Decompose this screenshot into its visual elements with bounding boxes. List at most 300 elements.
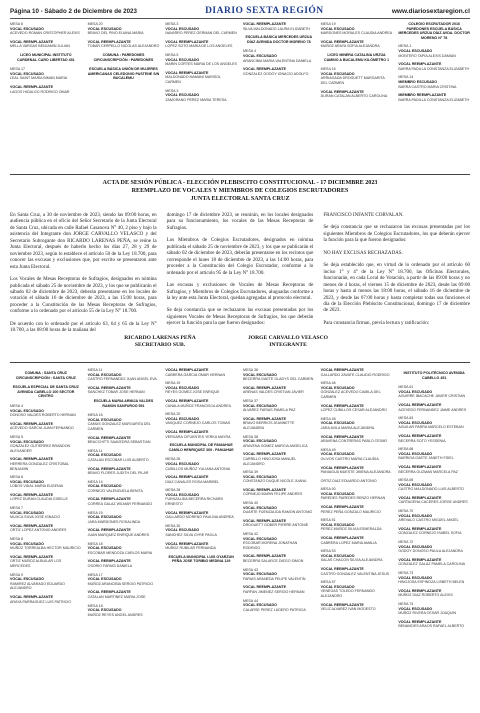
person-name: BARRA CASTRO MARIA CRISTINA — [398, 84, 457, 89]
person-name: SALAS CHACON SILVIA ALEJANDRA — [320, 558, 383, 563]
person-name: MELLA VARGAS BENJAMIN JULIAN — [10, 44, 70, 49]
role-label: VOCAL ESCUSADO — [10, 26, 44, 31]
list-item — [321, 549, 393, 563]
person-name: CABRERA LOPEZ MARIA AMALIA — [320, 540, 377, 545]
mesa-number: MESA 11 — [87, 368, 103, 372]
body-column-2 — [167, 212, 314, 340]
mesa-number: MESA 5 — [10, 434, 23, 439]
role-label: VOCAL ESCUSADO — [398, 606, 433, 611]
list-item — [321, 448, 393, 462]
role-label: MIEMBRO ESCUSADO — [398, 79, 438, 84]
mesa-number: MESA 63 — [398, 416, 414, 421]
mesa-number: MESA 20 — [87, 22, 103, 26]
role-label: VOCAL REEMPLAZANTE — [320, 465, 364, 470]
mesa-number: MESA 4 — [10, 403, 23, 408]
person-name: GALLARDO ZAVATE CLAUDIO RODRIGO — [320, 372, 390, 377]
newspaper-name: DIARIO SEXTA REGIÓN — [205, 6, 324, 16]
signature-block — [228, 335, 348, 349]
role-label: VOCAL ESCUSADO — [165, 528, 200, 533]
list-item — [88, 528, 160, 537]
person-name: AREVALO CASTRO MIGUEL ANGEL — [398, 518, 459, 523]
person-name: ARAVENA GOMEZ MARCIA ANGELICA — [242, 443, 308, 448]
person-name: PANIAGUA MUESTE JIMENA ALEJANDRA — [320, 470, 391, 475]
person-name: SANCHEZ SILVA GYRE PAOLA — [165, 533, 217, 538]
list-item — [165, 399, 237, 408]
mesa-number: MESA 28 — [165, 488, 181, 493]
person-name: OLIVOS CASTRO MARIA CLAUDIA — [320, 456, 379, 461]
list-item — [398, 62, 470, 71]
mesa-number: MESA 51 — [320, 518, 336, 523]
list-item — [243, 49, 315, 63]
role-label: VOCAL ESCUSADO — [242, 403, 277, 408]
mesa-number: MESA 74 — [398, 601, 414, 606]
person-name: MUÑOZ ARAYA SOFIA ALEJANDRA — [320, 44, 380, 49]
role-label: VOCAL ESCUSADO — [398, 544, 433, 549]
person-name: FUENZALIDA BECERRA RICHARD ERNESTO — [165, 497, 224, 507]
top-listing-grid — [10, 22, 470, 106]
role-label: VOCAL ESCUSADO — [320, 522, 355, 527]
role-label: VOCAL ESCUSADO — [165, 385, 200, 390]
person-name: ESCOBAR MENDOZA CARLOS MARIA — [87, 550, 153, 555]
person-name: REYES GOMEZ JOSE ENRIQUE — [165, 390, 220, 395]
role-label: VOCAL ESCUSADO — [242, 505, 277, 510]
acta-body — [10, 212, 470, 334]
role-label: VOCAL REEMPLAZANTE — [165, 398, 209, 403]
list-item — [10, 537, 82, 551]
person-name: PEREZ PEÑA GONZALO MAURICIO — [320, 509, 381, 514]
person-name: CASTRO FERNANDEZ JUAN ANGEL EVA — [87, 377, 157, 382]
list-item — [321, 536, 393, 545]
role-label: VOCAL ESCUSADO — [320, 26, 355, 31]
list-item — [88, 22, 160, 36]
person-name: JARA MARDONES ROSALINDA — [87, 519, 141, 524]
person-name: MARDONES MORALES CLAUDIA ANDREA — [320, 31, 393, 36]
list-item — [243, 488, 315, 497]
list-item — [398, 558, 470, 567]
list-item — [165, 475, 237, 484]
body-column-3 — [323, 212, 470, 340]
list-item — [88, 436, 160, 445]
mesa-number: MESA 43 — [242, 567, 258, 572]
signature-role: SECRETARIO SUB. — [134, 342, 186, 348]
role-label: VOCAL ESCUSADO — [10, 577, 44, 582]
person-name: CONSTANZO DUQUE NICOLE JUANA — [242, 479, 307, 484]
role-label: VOCAL REEMPLAZANTE — [165, 429, 209, 434]
person-name: GONZALEZ ACEVEDO CAMILA DEL CARMEN — [320, 390, 381, 399]
person-name: VELIZ ALVAREZ IVAN MODESTO — [320, 607, 376, 612]
mesa-number: MESA 3 — [165, 22, 179, 26]
list-item — [165, 22, 237, 36]
newspaper-url[interactable]: www.diariosextaregion.cl — [391, 7, 470, 15]
list-item — [398, 589, 470, 598]
role-label: VOCAL REEMPLAZANTE — [320, 368, 364, 372]
person-name: VENEGAS TOLEDO FERNANDO ALEJANDRO — [320, 589, 375, 598]
list-item — [165, 412, 237, 426]
list-item — [88, 511, 160, 525]
list-item — [165, 430, 237, 439]
list-item — [10, 435, 82, 453]
bottom-column-6 — [398, 368, 470, 633]
mesa-number: MESA 36 — [242, 368, 258, 372]
person-name: JUAN MARQUEZ ENRIQUE ANDRES — [87, 533, 150, 538]
person-name: ORTIZ MUÑOZ ALBUILAR LOS MERCEDES — [10, 559, 62, 568]
list-item — [243, 417, 315, 431]
role-label: VOCAL REEMPLAZANTE — [242, 518, 287, 523]
person-name: CATALAN ESCOBAR LUIS ALBERTO — [87, 457, 149, 462]
role-label: VOCAL ESCUSADO — [242, 572, 277, 577]
list-item — [398, 385, 470, 399]
list-item — [165, 53, 237, 67]
list-item — [321, 40, 393, 49]
person-name: BARRA PADILLA CONSTANZA ELIZABETH — [398, 66, 470, 71]
role-label: VOCAL ESCUSADO — [165, 461, 200, 466]
school-heading: INSTITUTO POLITÉCNICO AVENIDA CABELLO 451 — [403, 371, 465, 380]
mesa-number: MESA 14 — [398, 75, 414, 80]
list-item — [321, 505, 393, 514]
mesa-number: MESA 6 — [10, 475, 23, 480]
list-item — [88, 40, 160, 49]
paragraph: domingo 17 de diciembre 2023, se reunirán, en los locales designados para su funcionamiento, los vocales de las Mesas Receptoras de Sufragios. — [166, 212, 314, 231]
person-name: CARRILLO HINOJOSA MANUEL ALEJANDRO — [242, 456, 296, 466]
role-label: VOCAL ESCUSADO — [87, 484, 122, 489]
person-name: BRACCHITTI SAAVEDRA SEBASTIAN — [87, 440, 151, 445]
role-label: VOCAL ESCUSADO — [87, 515, 122, 520]
list-item — [10, 595, 82, 604]
list-item — [88, 573, 160, 587]
person-name: ESCOBAR MORENA JONATHAN RODRIGO — [242, 541, 298, 550]
role-label: VOCAL REEMPLAZANTE — [242, 487, 287, 492]
role-label: VOCAL REEMPLAZANTE — [398, 464, 442, 469]
list-item — [243, 554, 315, 563]
person-name: ACEVEDO FERNANDEZ JAIME ANDRES — [398, 407, 467, 412]
list-item — [88, 480, 160, 494]
role-label: VOCAL ESCUSADO — [242, 372, 277, 377]
role-label: VOCAL ESCUSADO — [398, 513, 433, 518]
role-label: VOCAL ESCUSADO — [10, 510, 44, 515]
list-item — [243, 470, 315, 484]
role-label: VOCAL REEMPLAZANTE — [87, 385, 131, 390]
role-label: VOCAL REEMPLAZANTE — [320, 536, 364, 541]
person-name: LOPEZ CUBILLOS CESAR ALEJANDRO — [320, 408, 387, 413]
list-item — [10, 422, 82, 431]
role-label: VOCAL ESCUSADO — [165, 492, 200, 497]
person-name: CORNEJO VALENZUELA BENITA — [87, 488, 143, 493]
person-name: ZAMORANO PEREZ MARIA TERESA — [165, 97, 227, 102]
person-name: ARAYA PARRAGUEZ LUIS PATRICIO — [10, 599, 71, 604]
mesa-number: MESA 57 — [320, 580, 336, 585]
role-label: VOCAL ESCUSADO — [165, 26, 200, 31]
list-item — [10, 475, 82, 489]
top-column-4 — [243, 22, 315, 106]
mesa-number: MESA 4 — [242, 49, 256, 54]
list-item — [165, 381, 237, 395]
divider — [10, 362, 470, 363]
list-item — [88, 413, 160, 431]
list-item — [398, 509, 470, 523]
mesa-number: MESA 18 — [87, 603, 103, 608]
role-label: VOCAL ESCUSADO — [165, 416, 200, 421]
paragraph: Los Vocales de Mesas Receptoras de Sufragios, designados en nómina publicada el sábado 25 de noviembre de 2023, y los que se publicarán el sábado 02 de diciembre de 2023, deberán presentarse en los locales de votación el sábado 16 de diciembre de 2023, a las 15:00 horas, para proceder a la Constitución de las Mesas Receptoras de Sufragios, conforme a lo ordenado por el artículo 55 de la Ley N° 18.700. — [10, 276, 157, 315]
role-label: VOCAL REEMPLAZANTE — [10, 523, 54, 528]
list-item — [10, 67, 82, 81]
person-name: MUÑOZ RIVERA CESAR JOAQUIN — [398, 611, 457, 616]
role-label: VOCAL REEMPLAZANTE — [10, 84, 54, 89]
list-item — [88, 449, 160, 463]
paragraph: Se deja constancia que se rechazaron las excusas presentadas por los siguientes Vocales de Mesas Receptoras de Sufragios, los que deberán ejercer la función para la que fueron designados: — [166, 307, 314, 327]
list-item — [165, 89, 237, 103]
role-label: VOCAL REEMPLAZANTE — [10, 39, 54, 44]
role-label: VOCAL REEMPLAZANTE — [87, 590, 131, 595]
list-item — [243, 585, 315, 594]
mesa-number: MESA 5 — [165, 52, 179, 57]
person-name: CAMUS GONZALEZ MARGARITA DEL CARMEN — [87, 422, 151, 431]
role-label: VOCAL REEMPLAZANTE — [10, 554, 54, 559]
role-label: VOCAL ESCUSADO — [320, 421, 355, 426]
person-name: BARRA PADILLA CONSTANZA ELIZABETH — [398, 97, 470, 102]
role-label: VOCAL REEMPLAZANTE — [165, 475, 209, 480]
mesa-number: MESA 40 — [242, 501, 258, 506]
role-label: VOCAL REEMPLAZANTE — [87, 559, 131, 564]
top-column-2 — [88, 22, 160, 106]
list-item — [10, 457, 82, 471]
mesa-number: MESA 48 — [320, 416, 336, 421]
person-name: GONZALEZ GODOY IGNACIO ADOLFO — [242, 71, 309, 76]
list-item — [165, 71, 237, 85]
list-item — [321, 404, 393, 413]
person-name: BRAVO BERRIOS JEANNETTE ALEJANDRA — [242, 421, 295, 430]
person-name: CATALAN MARTINEZ MARIA JOSE — [87, 594, 146, 599]
list-item — [10, 40, 82, 49]
mesa-number: MESA 44 — [242, 598, 258, 603]
role-label: VOCAL REEMPLAZANTE — [398, 619, 442, 624]
signature-name: JORGE CARVALLO VELASCO — [247, 335, 329, 341]
school-heading: LICEO MUNICIPAL INSTITUTO CARDENAL CARO LIBERTAD 451 — [17, 52, 75, 62]
mesa-number: MESA 7 — [10, 506, 23, 511]
person-name: NAVARRO PEREZ GERMAN DEL CARMEN — [165, 31, 237, 36]
list-item — [88, 497, 160, 506]
list-item — [398, 465, 470, 474]
list-item — [398, 620, 470, 629]
role-label: VOCAL REEMPLAZANTE — [398, 402, 442, 407]
role-label: VOCAL REEMPLAZANTE — [320, 602, 364, 607]
list-item — [398, 416, 470, 430]
person-name: LEAL SAINT MARIA BIMAN MARIA — [10, 76, 68, 81]
role-label: VOCAL REEMPLAZANTE — [87, 497, 131, 502]
mesa-number: MESA 70 — [398, 509, 414, 514]
list-item — [243, 501, 315, 515]
paragraph: Los Miembros de Colegios Escrutadores, designados en nómina publicada el sábado 25 de noviembre de 2023, y los que se publicarán el sábado 02 de diciembre de 2023, deberán presentarse en los recintos que corresponde el lunes 18 de diciembre de 2023, a las 14:00 horas, para proceder a la Constitución del Colegio Escrutador, conforme a lo ordenado por el artículo 95 de la Ley N° 18.700. — [166, 237, 314, 276]
mesa-number: MESA 19 — [165, 381, 181, 386]
list-item — [398, 75, 470, 89]
paragraph: En Santa Cruz, a 30 de noviembre de 2023, siendo las 09:00 horas, en audiencia pública en el oficio del Señor Secretario de la Junta Electoral de Santa Cruz, ubicada en calle Rafael Casanova N° 40, 2 piso y bajo la asistencia del Integrante don JORGE CARVALLO VELASCO y del Secretario Subrogante don RICARDO LARENAS PEÑA, se reúne la Junta Electoral, después de haberlo hecho los días 27, 28 y 29 de noviembre 2023, según lo establece el artículo 50 de la Ley 18.700, para conocer las excusas y exclusiones que, por escrito se presentaron ante esta Junta Electoral. — [10, 212, 157, 270]
list-item — [88, 467, 160, 476]
role-label: VOCAL REEMPLAZANTE — [320, 567, 364, 571]
list-item — [243, 399, 315, 413]
role-label: VOCAL ESCUSADO — [87, 546, 122, 551]
person-name: CORNEJO MARIN FELIPE ANDRES — [242, 492, 303, 497]
mesa-number: MESA 16 — [87, 413, 103, 418]
person-name: ACEVEDO GARCIA JUAN FERNANDO — [10, 426, 74, 431]
list-item — [10, 404, 82, 418]
role-label: VOCAL REEMPLAZANTE — [398, 433, 442, 438]
role-label: VOCAL REEMPLAZANTE — [87, 435, 131, 440]
role-label: VOCAL REEMPLAZANTE — [320, 403, 364, 408]
mesa-number: MESA 73 — [398, 571, 414, 575]
acta-title-line: JUNTA ELECTORAL SANTA CRUZ — [190, 196, 290, 202]
school-heading: ESCUELA MARIA ARMIJA VALDES RAMON SANFUROO 591 — [93, 398, 154, 408]
body-column-1 — [10, 212, 157, 340]
list-item — [243, 67, 315, 76]
list-item — [243, 368, 315, 382]
person-name: LOBOS VIDAL MARIA EUGENIA — [10, 484, 63, 489]
role-label: VOCAL REEMPLAZANTE — [87, 466, 131, 471]
bottom-column-1 — [10, 368, 82, 633]
person-name: LOPEZ DURAN CLAUDIA GISELLE — [10, 497, 68, 502]
bottom-listing-grid — [10, 368, 470, 633]
role-label: VOCAL ESCUSADO — [10, 479, 44, 484]
mesa-number: MESA 72 — [398, 540, 414, 545]
role-label: VOCAL ESCUSADO — [87, 577, 122, 582]
list-item — [10, 85, 82, 94]
person-name: MONTERO TAPIA ALEXIS DAMIAN — [398, 53, 456, 58]
role-label: VOCAL REEMPLAZANTE — [398, 526, 442, 531]
school-heading: ESCUELA BÁSICA UNIÓN DE MUJERES AMERICANAS CELEDONIO PASTENE S/N BUCALEMU — [87, 67, 160, 81]
person-name: BENAVIDES ARAOS RAFAEL ALBERTO — [398, 624, 465, 629]
list-item — [88, 542, 160, 556]
list-item — [88, 368, 160, 382]
school-heading: ESCUELA ESPECIAL DE SANTA CRUZ AVENIDA CABELLO 100 SECTOR CENTRO — [12, 385, 79, 399]
role-label: VOCAL REEMPLAZANTE — [242, 385, 287, 390]
mesa-number: MESA 49 — [320, 447, 336, 452]
role-label: VOCAL ESCUSADO — [87, 26, 122, 31]
role-label: VOCAL ESCUSADO — [242, 474, 277, 479]
mesa-number: MESA 3 — [165, 88, 179, 93]
role-label: VOCAL ESCUSADO — [242, 603, 277, 608]
role-label: VOCAL REEMPLAZANTE — [398, 495, 442, 500]
mesa-number: MESA 1 — [398, 44, 412, 49]
mesa-number: MESA 68 — [398, 447, 414, 452]
list-item — [398, 44, 470, 58]
role-label: VOCAL REEMPLAZANTE — [10, 594, 54, 599]
list-item — [243, 568, 315, 582]
role-label: VOCAL ESCUSADO — [242, 439, 277, 444]
role-label: VOCAL REEMPLAZANTE — [165, 510, 209, 515]
person-name: PEREZ MUÑOZ SILVIA ESMERALDA — [320, 527, 382, 532]
role-label: VOCAL REEMPLAZANTE — [242, 67, 287, 72]
person-name: GONZALEZ GUTIERREZ BRANDON ALEXANDER — [10, 444, 71, 453]
list-item — [10, 22, 82, 36]
top-column-1 — [10, 22, 82, 106]
bottom-column-2 — [88, 368, 160, 633]
person-name: TOBAR CERPELLO NICOLAS ALEJANDRO — [87, 44, 160, 49]
role-label: VOCAL ESCUSADO — [10, 439, 44, 444]
person-name: LOPEZ SOTO MARIA DE LOS ANGELES — [165, 44, 233, 49]
role-label: VOCAL ESCUSADO — [242, 53, 277, 58]
mesa-number: MESA 37 — [242, 398, 258, 403]
list-item — [321, 90, 393, 99]
mesa-number: MESA 14 — [87, 479, 103, 484]
school-heading: ESCUELA MUNICIPAL DE PANIAHUE CAMILO HENRIQUEZ 369 - PANIAHUE — [168, 443, 234, 452]
list-item — [398, 434, 470, 443]
paragraph: De acuerdo con lo ordenado por el artículo 63, 64 y 65 de la Ley N° 18.700, a las 08:00 horas de la mañana del — [10, 320, 157, 334]
mesa-number: MESA 61 — [398, 385, 414, 390]
person-name: MUJICA SILVA JOSE IGNACIO — [10, 515, 61, 520]
list-item — [321, 22, 393, 36]
mesa-number: MESA 50 — [320, 487, 336, 492]
mesa-number: MESA 53 — [320, 549, 336, 554]
role-label: VOCAL REEMPLAZANTE — [165, 70, 209, 75]
list-item — [398, 496, 470, 505]
person-name: AGUILAR PARRA MARCELO ESTEBAN — [398, 425, 464, 430]
person-name: CARTAGENA CACERES JORGE ANDRES — [398, 500, 468, 505]
list-item — [10, 506, 82, 520]
person-name: CALARSE PEREZ LUDERO PATRICIA — [242, 607, 306, 612]
mesa-number: MESA 38 — [242, 434, 258, 439]
role-label: VOCAL ESCUSADO — [165, 57, 200, 62]
top-column-5 — [321, 22, 393, 106]
list-item — [321, 567, 393, 576]
role-label: VOCAL ESCUSADO — [320, 491, 355, 496]
mesa-number: MESA 18 — [87, 541, 103, 546]
list-item — [10, 573, 82, 591]
person-name: HERRERA GONZALEZ CRISTOBAL BENJAMIN — [10, 461, 69, 471]
mesa-number: MESA 46 — [320, 381, 336, 386]
list-item — [398, 478, 470, 492]
list-item — [10, 555, 82, 569]
role-label: VOCAL REEMPLAZANTE — [87, 39, 131, 44]
paragraph: Se deja constancia que se rechazaron las excusas presentadas por los siguientes Miembros de Colegios Escrutadores, los que deberán ejercer la función para la que fueron designados: — [323, 224, 470, 244]
bottom-column-4 — [243, 368, 315, 633]
mesa-number: MESA 20 — [165, 412, 181, 417]
divider — [10, 174, 470, 175]
person-name: CABRERA GARCIA OMAR HERNAN — [165, 372, 226, 377]
person-name: BECERRA GAETE GLADYS DEL CARMEN — [242, 377, 314, 382]
role-label: VOCAL ESCUSADO — [320, 584, 355, 589]
list-item — [398, 403, 470, 412]
list-item — [398, 540, 470, 554]
role-label: VOCAL REEMPLAZANTE — [165, 541, 209, 546]
list-item — [165, 368, 237, 377]
list-item — [398, 571, 470, 585]
bottom-column-3 — [165, 368, 237, 633]
person-name: MUÑOZ ARANCIBIA SERGIO PATRICIO — [87, 581, 154, 586]
person-name: CASTRO MALDONADO LUIS ALBERTO — [398, 487, 464, 492]
list-item — [321, 435, 393, 444]
person-name: PAREDES PAREDES RENZO HERNAN — [320, 496, 386, 501]
acta-title-line: ACTA DE SESIÓN PÚBLICA - ELECCIÓN PLEBISCITO CONSTITUCIONAL - 17 DICIEMBRE 2023 — [102, 180, 378, 186]
list-item — [10, 493, 82, 502]
person-name: HINOJOSA ESPINOZA LISBETH BELEN — [398, 580, 465, 585]
school-heading: LICEO MINERA CATALINA URZÚA CAMINO A BUCALEMU KILÓMETRO 1 — [323, 52, 389, 62]
person-name: CUBILLOS MUÑOZ YULIANA ANTONIA — [165, 466, 231, 471]
person-name: CORREA GALAZ WILMAR FERNANDO — [87, 502, 153, 507]
mesa-number: MESA 16 — [320, 67, 336, 72]
mesa-number: MESA 9 — [10, 572, 23, 577]
list-item — [165, 524, 237, 538]
person-name: DUARTE FUENZALIDA RAMON ANTONIO — [242, 510, 313, 515]
person-name: LAGOS HIDALGO RODRIGO OMAR — [10, 89, 70, 94]
mesa-number: MESA 19 — [320, 22, 336, 26]
paragraph: FRANCISCO INFANTE CORVALAN. — [323, 212, 404, 218]
role-label: VOCAL REEMPLAZANTE — [320, 89, 364, 94]
list-item — [165, 542, 237, 551]
school-heading: COMUNA : SANTA CRUZ CIRCUNSCRIPCIÓN : SANTA CRUZ — [15, 371, 76, 380]
list-item — [243, 532, 315, 550]
role-label: VOCAL ESCUSADO — [87, 608, 122, 613]
colegio-heading: COLEGIO ESCRUTADOR 2016 PAREDONES ESCUELA BÁSICA MERCEDES URZÚA DÍAZ AVDA. DOCTOR MORENO N° 78 — [398, 22, 470, 40]
list-item — [165, 40, 237, 49]
role-label: VOCAL REEMPLAZANTE — [10, 421, 54, 426]
